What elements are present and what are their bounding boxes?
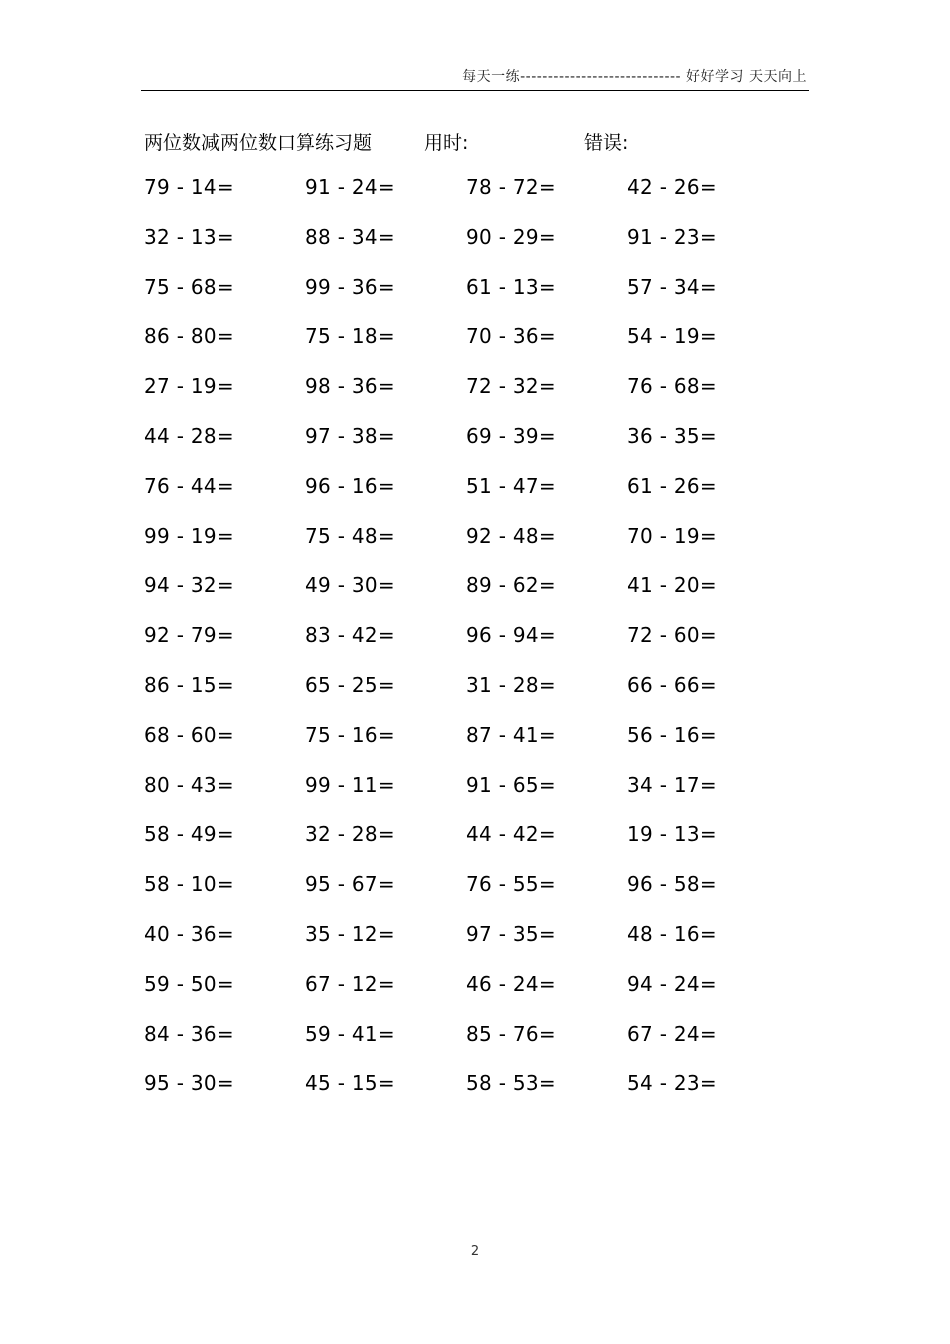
header-text: 每天一练----------------------------- 好好学习 天天向上 (462, 69, 807, 85)
problem-item: 49 - 30= (305, 573, 395, 598)
problem-item: 19 - 13= (627, 822, 717, 847)
problem-item: 59 - 50= (144, 971, 234, 996)
problem-row (144, 721, 844, 771)
problem-item: 58 - 10= (144, 872, 234, 897)
worksheet-title: 两位数减两位数口算练习题 (144, 132, 373, 154)
problem-row (144, 223, 844, 273)
time-label: 用时: (424, 132, 469, 154)
problem-item: 61 - 13= (466, 274, 556, 299)
problem-item: 94 - 24= (627, 971, 717, 996)
problem-row (144, 472, 844, 522)
problem-item: 96 - 94= (466, 623, 556, 648)
problem-item: 36 - 35= (627, 423, 717, 448)
problem-item: 87 - 41= (466, 722, 556, 747)
problem-row (144, 771, 844, 821)
problem-item: 31 - 28= (466, 672, 556, 697)
problem-item: 96 - 58= (627, 872, 717, 897)
problem-row (144, 671, 844, 721)
problem-row (144, 820, 844, 870)
problem-item: 44 - 42= (466, 822, 556, 847)
problem-item: 70 - 36= (466, 324, 556, 349)
problem-item: 42 - 26= (627, 175, 717, 199)
problem-row (144, 273, 844, 323)
problem-item: 75 - 18= (305, 324, 395, 349)
problem-row (144, 322, 844, 372)
problem-grid (144, 173, 844, 1119)
problem-item: 34 - 17= (627, 772, 717, 797)
problem-item: 99 - 19= (144, 523, 234, 548)
problem-item: 94 - 32= (144, 573, 234, 598)
problem-row (144, 422, 844, 472)
problem-item: 70 - 19= (627, 523, 717, 548)
problem-item: 72 - 60= (627, 623, 717, 648)
problem-item: 85 - 76= (466, 1021, 556, 1046)
problem-row (144, 621, 844, 671)
problem-row (144, 522, 844, 572)
problem-item: 84 - 36= (144, 1021, 234, 1046)
problem-row (144, 571, 844, 621)
problem-item: 96 - 16= (305, 473, 395, 498)
problem-item: 45 - 15= (305, 1071, 395, 1096)
title-row (0, 128, 950, 158)
problem-item: 92 - 48= (466, 523, 556, 548)
problem-item: 76 - 68= (627, 374, 717, 399)
problem-item: 89 - 62= (466, 573, 556, 598)
problem-item: 58 - 49= (144, 822, 234, 847)
problem-item: 41 - 20= (627, 573, 717, 598)
problem-item: 46 - 24= (466, 971, 556, 996)
problem-item: 51 - 47= (466, 473, 556, 498)
problem-item: 54 - 19= (627, 324, 717, 349)
problem-item: 75 - 48= (305, 523, 395, 548)
problem-item: 83 - 42= (305, 623, 395, 648)
problem-item: 54 - 23= (627, 1071, 717, 1096)
problem-item: 75 - 68= (144, 274, 234, 299)
problem-item: 68 - 60= (144, 722, 234, 747)
problem-item: 97 - 38= (305, 423, 395, 448)
page-number: 2 (470, 1244, 480, 1259)
problem-item: 95 - 67= (305, 872, 395, 897)
problem-item: 72 - 32= (466, 374, 556, 399)
problem-item: 67 - 12= (305, 971, 395, 996)
problem-item: 86 - 80= (144, 324, 234, 349)
problem-item: 90 - 29= (466, 224, 556, 249)
problem-item: 35 - 12= (305, 921, 395, 946)
problem-item: 66 - 66= (627, 672, 717, 697)
problem-row (144, 870, 844, 920)
problem-item: 95 - 30= (144, 1071, 234, 1096)
problem-row (144, 970, 844, 1020)
page-header (141, 62, 809, 91)
problem-item: 40 - 36= (144, 921, 234, 946)
problem-item: 75 - 16= (305, 722, 395, 747)
problem-item: 92 - 79= (144, 623, 234, 648)
problem-item: 86 - 15= (144, 672, 234, 697)
problem-item: 79 - 14= (144, 175, 234, 199)
problem-item: 32 - 13= (144, 224, 234, 249)
problem-item: 98 - 36= (305, 374, 395, 399)
problem-item: 76 - 55= (466, 872, 556, 897)
problem-item: 67 - 24= (627, 1021, 717, 1046)
problem-item: 91 - 23= (627, 224, 717, 249)
problem-item: 59 - 41= (305, 1021, 395, 1046)
problem-item: 91 - 24= (305, 175, 395, 199)
problem-item: 44 - 28= (144, 423, 234, 448)
problem-item: 57 - 34= (627, 274, 717, 299)
error-label: 错误: (584, 132, 629, 154)
problem-row (144, 1069, 844, 1119)
problem-item: 32 - 28= (305, 822, 395, 847)
problem-row (144, 920, 844, 970)
problem-item: 48 - 16= (627, 921, 717, 946)
problem-item: 80 - 43= (144, 772, 234, 797)
problem-item: 61 - 26= (627, 473, 717, 498)
problem-item: 56 - 16= (627, 722, 717, 747)
problem-item: 27 - 19= (144, 374, 234, 399)
problem-item: 88 - 34= (305, 224, 395, 249)
problem-item: 58 - 53= (466, 1071, 556, 1096)
problem-item: 69 - 39= (466, 423, 556, 448)
problem-item: 65 - 25= (305, 672, 395, 697)
problem-item: 99 - 11= (305, 772, 395, 797)
problem-item: 99 - 36= (305, 274, 395, 299)
problem-item: 91 - 65= (466, 772, 556, 797)
problem-row (144, 173, 844, 223)
problem-row (144, 1020, 844, 1070)
problem-item: 78 - 72= (466, 175, 556, 199)
problem-row (144, 372, 844, 422)
problem-item: 76 - 44= (144, 473, 234, 498)
problem-item: 97 - 35= (466, 921, 556, 946)
